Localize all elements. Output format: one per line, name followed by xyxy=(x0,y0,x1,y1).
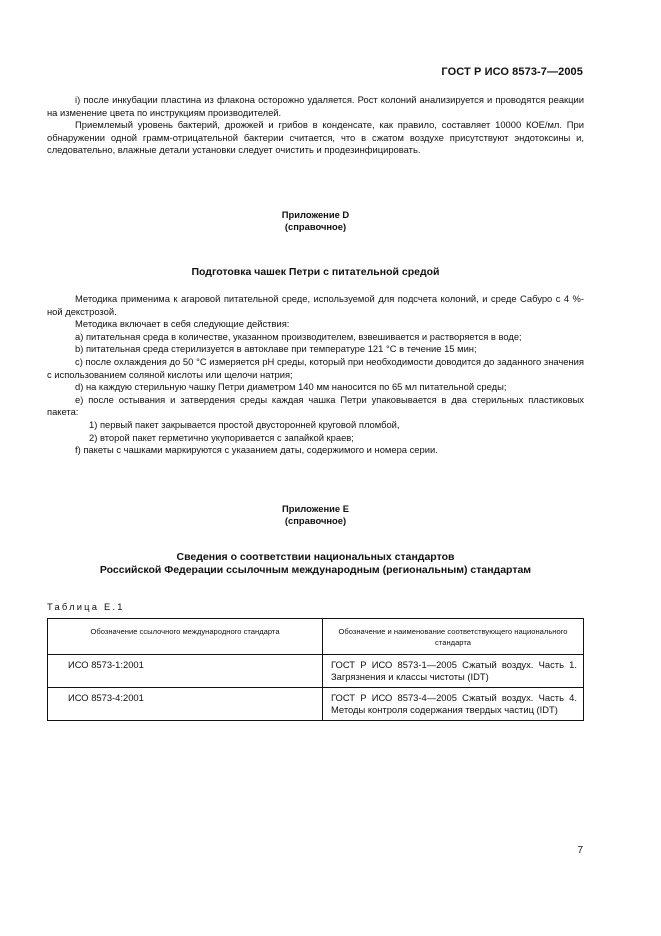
appendix-title-line: Сведения о соответствии национальных стандартов xyxy=(176,551,455,563)
appendix-label: Приложение Е xyxy=(282,503,349,514)
table-cell: ИСО 8573-4:2001 xyxy=(48,688,323,721)
appendix-d-heading xyxy=(47,209,584,232)
appendix-type: (справочное) xyxy=(284,514,347,526)
table-cell: ГОСТ Р ИСО 8573-4—2005 Сжатый воздух. Часть 4. Методы контроля содержания твердых частиц (IDT) xyxy=(323,688,584,721)
list-item: d) на каждую стерильную чашку Петри диаметром 140 мм наносится по 65 мл питательной среды; xyxy=(75,381,507,393)
appendix-label: Приложение D xyxy=(281,209,350,220)
paragraph: Методика применима к агаровой питательной среде, используемой для подсчета колоний, и среде Сабуро с 4 %-ной декстрозой. xyxy=(47,293,584,317)
appendix-d-title: Подготовка чашек Петри с питательной средой xyxy=(191,266,440,278)
paragraph: Методика включает в себя следующие действия: xyxy=(75,318,290,330)
appendix-type: (справочное) xyxy=(284,220,347,232)
page-number: 7 xyxy=(577,845,583,856)
appendix-d-body xyxy=(47,293,584,457)
sub-list-item: 1) первый пакет закрывается простой двусторонней круговой пломбой, xyxy=(89,418,400,430)
document-header: ГОСТ Р ИСО 8573-7—2005 xyxy=(441,66,583,78)
table-cell: ИСО 8573-1:2001 xyxy=(48,655,323,688)
table-cell: ГОСТ Р ИСО 8573-1—2005 Сжатый воздух. Часть 1. Загрязнения и классы чистоты (IDT) xyxy=(323,655,584,688)
table-header-row xyxy=(48,619,584,655)
sub-list-item: 2) второй пакет герметично укупоривается с запайкой краев; xyxy=(89,431,354,443)
list-item: e) после остывания и затвердения среды каждая чашка Петри упаковывается в два стерильных пластиковых пакета: xyxy=(47,393,584,418)
reference-table xyxy=(47,618,584,721)
appendix-e-heading xyxy=(47,503,584,526)
appendix-e-title xyxy=(47,551,584,577)
table-row xyxy=(48,655,584,688)
list-item: c) после охлаждения до 50 °С измеряется pH среды, который при необходимости доводится до заданного значения с использованием соляной кислоты или щелочи натрия; xyxy=(47,355,584,380)
column-header: Обозначение ссылочного международного стандарта xyxy=(48,619,323,655)
intro-text xyxy=(47,94,584,157)
list-item: f) пакеты с чашками маркируются с указанием даты, содержимого и номера серии. xyxy=(75,444,438,456)
list-item: a) питательная среда в количестве, указанном производителем, взвешивается и растворяется в воде; xyxy=(75,330,522,342)
table-caption: Таблица Е.1 xyxy=(47,601,125,612)
paragraph: i) после инкубации пластина из флакона осторожно удаляется. Рост колоний анализируется и проводятся реакции на изменение цвета по инструкциям производителей. xyxy=(47,94,584,118)
appendix-title-line: Российской Федерации ссылочным международным (региональным) стандартам xyxy=(99,564,532,576)
list-item: b) питательная среда стерилизуется в автоклаве при температуре 121 °С в течение 15 мин; xyxy=(75,343,477,355)
paragraph: Приемлемый уровень бактерий, дрожжей и грибов в конденсате, как правило, составляет 10000 КОЕ/мл. При обнаружении одной грамм-отрицательной бактерии считается, что в сжатом воздухе присутствуют эндотоксины и, следовательно, влажные детали установки следует очистить и продезинфицировать. xyxy=(47,119,584,156)
table-row xyxy=(48,688,584,721)
column-header: Обозначение и наименование соответствующего национального стандарта xyxy=(323,619,584,655)
